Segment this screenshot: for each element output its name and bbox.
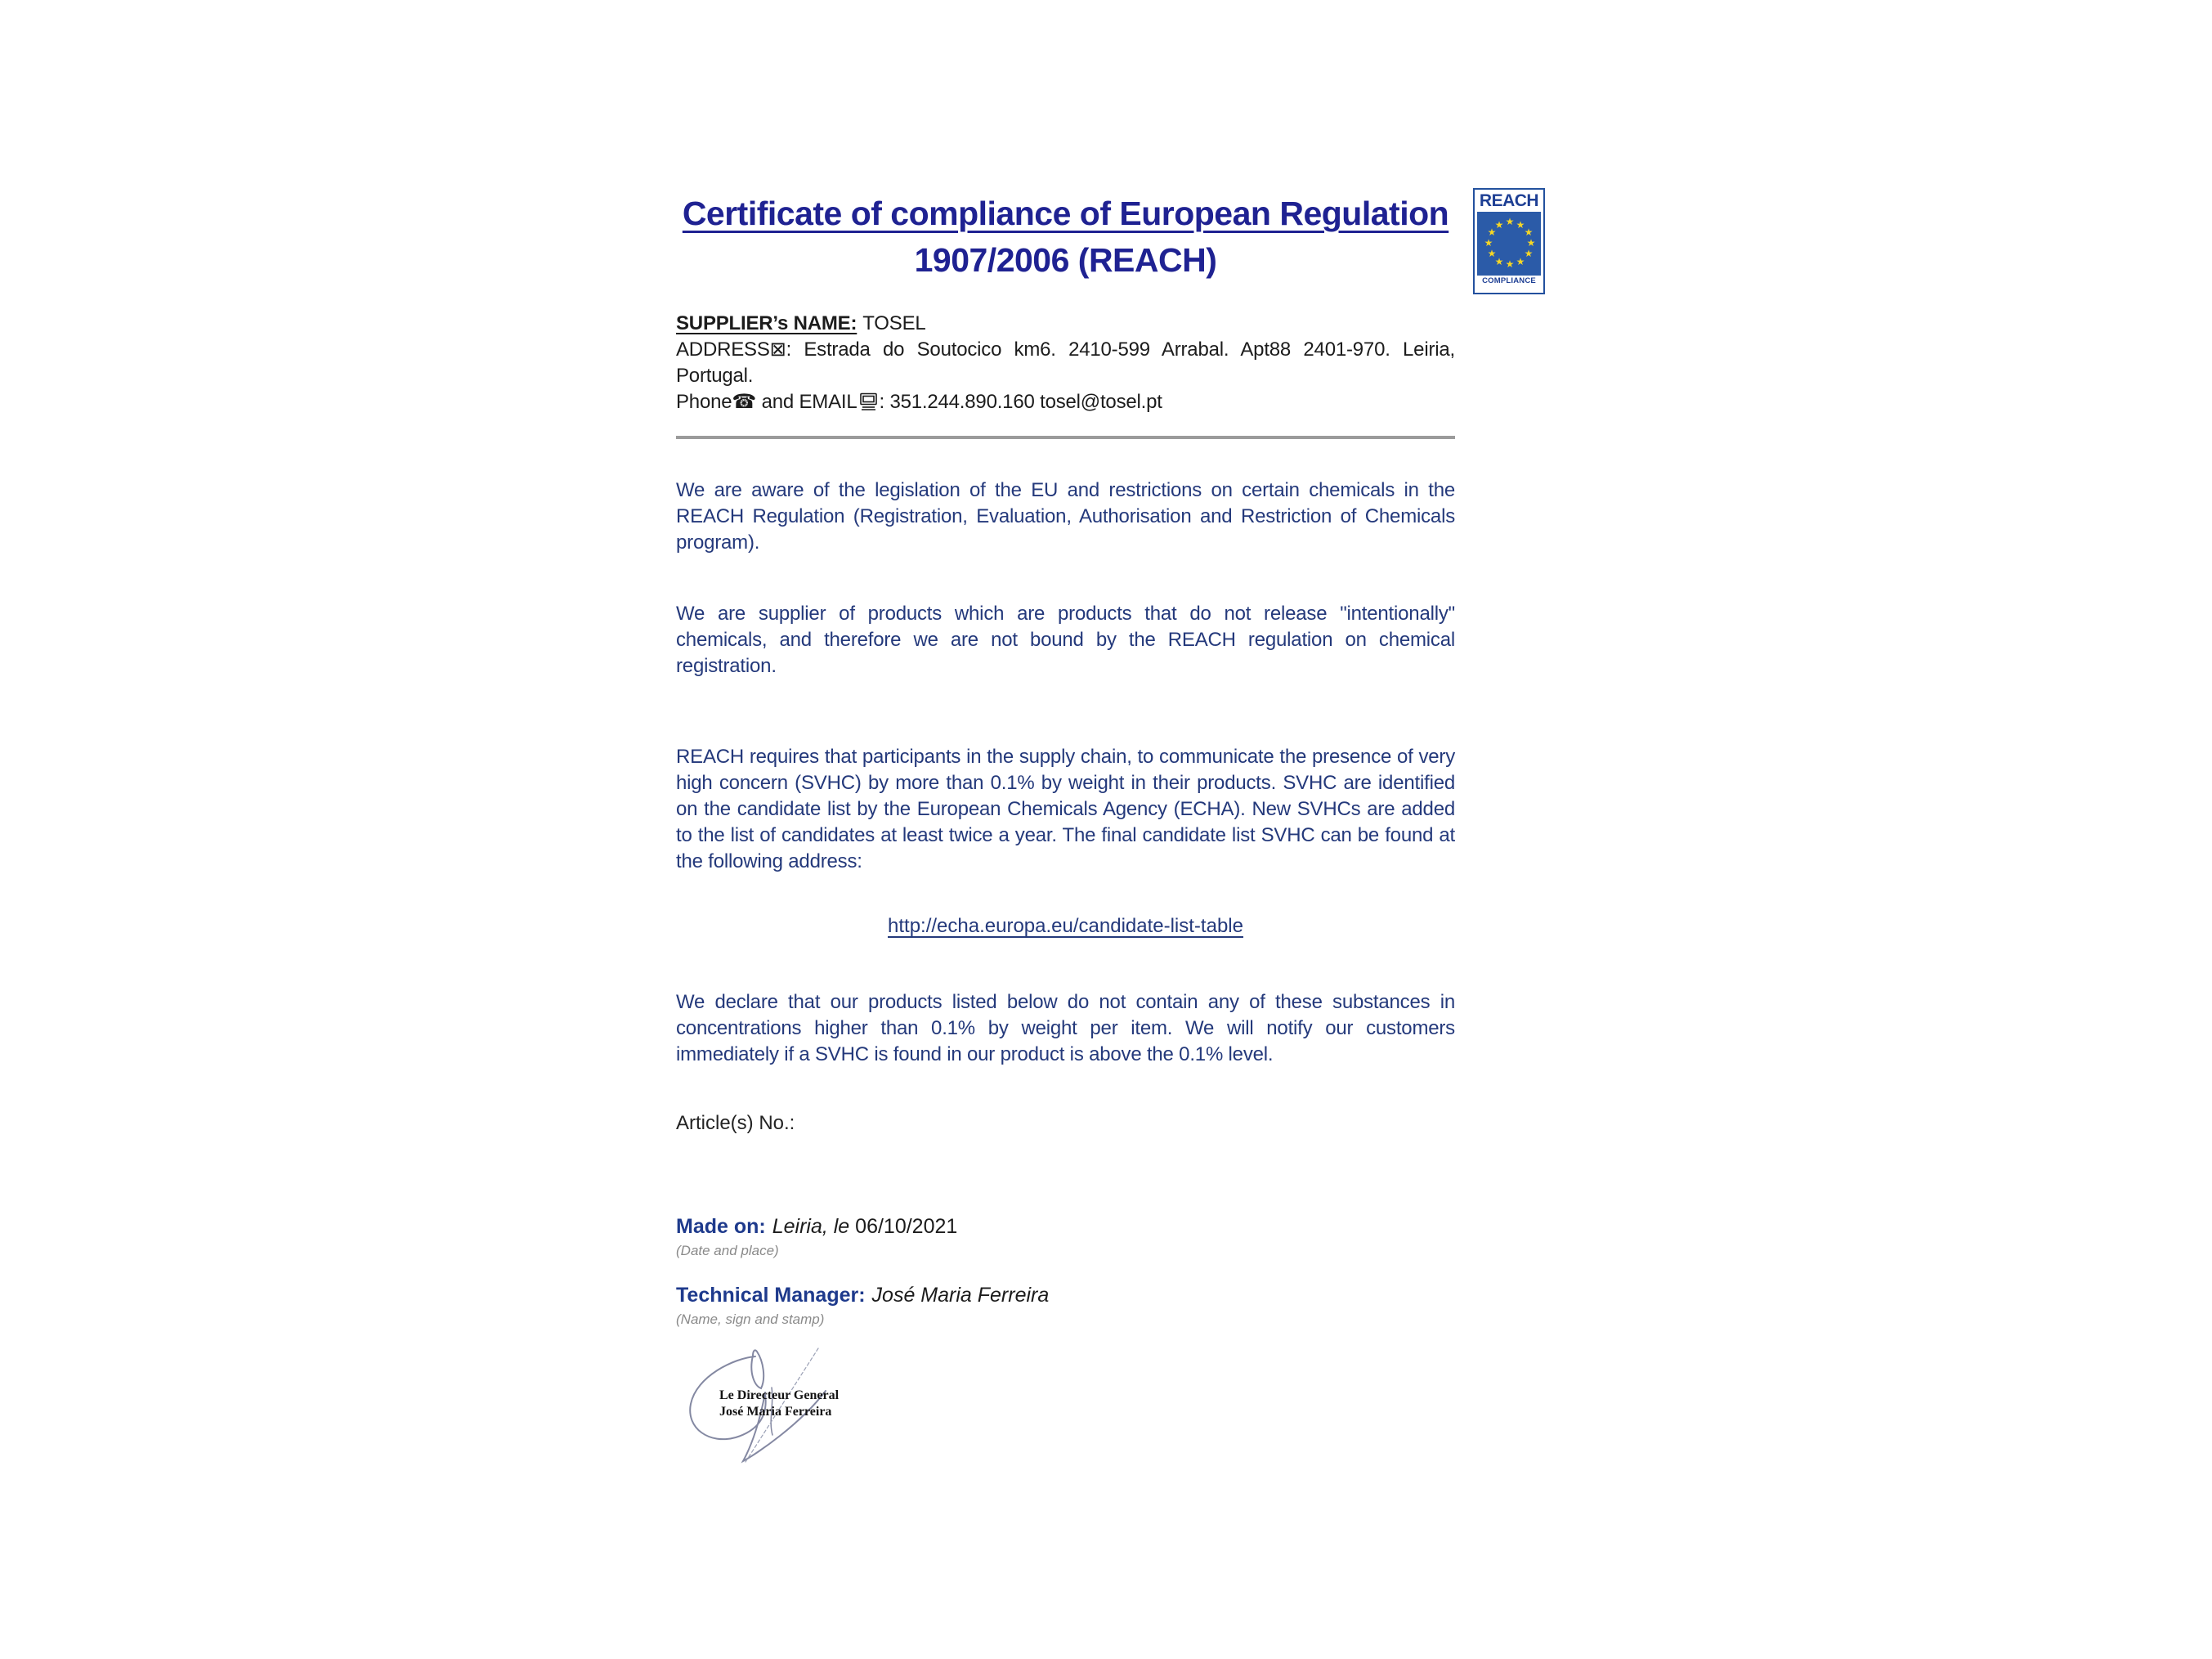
supplier-name-label: SUPPLIER’s NAME: [676,312,857,334]
supplier-name-value: TOSEL [862,312,926,334]
technical-manager-label: Technical Manager: [676,1284,866,1307]
made-on-line [676,1215,1455,1239]
reach-compliance-logo [1473,188,1545,294]
eu-stars-field [1477,212,1541,276]
made-on-date: 06/10/2021 [855,1215,958,1238]
signature-text [719,1388,839,1420]
paragraph-svhc-requirements: REACH requires that participants in the supply chain, to communicate the presence of very high concern (SVHC) by more than 0.1% by weight in their products. SVHC are identified on the candidate list by the European Chemicals Agency (ECHA). New SVHCs are added to the list of candidates at least twice a year. The final candidate list SVHC can be found at the following address: [676,746,1455,872]
technical-manager-line [676,1284,1455,1307]
phone-label: Phone [676,391,732,413]
phone-icon: ☎ [732,391,757,413]
logo-reach-label: REACH [1479,191,1539,210]
eu-star-icon: ★ [1505,216,1515,227]
title-line-2: 1907/2006 (REACH) [914,241,1217,279]
eu-star-icon: ★ [1487,248,1497,259]
supplier-name-line [676,311,1455,337]
document-title [676,195,1455,279]
date-place-caption: (Date and place) [676,1243,779,1258]
eu-star-icon: ★ [1516,256,1525,267]
technical-manager-name: José Maria Ferreira [871,1284,1050,1307]
article-number-label: Article(s) No.: [676,1112,795,1134]
email-label: and EMAIL [756,391,857,413]
computer-icon [858,392,879,411]
content-column [676,0,1455,1328]
eu-star-icon: ★ [1505,258,1515,270]
eu-star-icon: ★ [1516,219,1525,231]
logo-compliance-label: COMPLIANCE [1482,276,1536,285]
horizontal-rule [676,436,1455,439]
signature-scribble-icon [677,1345,906,1521]
eu-star-icon: ★ [1524,248,1534,259]
supplier-block [676,311,1455,415]
made-on-label: Made on: [676,1215,766,1238]
eu-star-icon: ★ [1526,237,1536,249]
title-line-1: Certificate of compliance of European Regulation [682,195,1449,232]
eu-star-icon: ★ [1487,226,1497,238]
envelope-icon: ⊠ [769,339,786,361]
eu-star-icon: ★ [1494,256,1504,267]
contact-value: : 351.244.890.160 tosel@tosel.pt [879,391,1162,413]
name-sign-stamp-caption: (Name, sign and stamp) [676,1312,825,1327]
signature-title: Le Directeur General [719,1388,840,1402]
signature-name: José Maria Ferreira [719,1405,832,1419]
address-value: : Estrada do Soutocico km6. 2410-599 Arrabal. Apt88 2401-970. Leiria, Portugal. [676,339,1455,387]
candidate-list-link-line [676,915,1455,938]
supplier-address-line [676,337,1455,389]
eu-star-icon: ★ [1484,237,1493,249]
made-on-place: Leiria, le [772,1215,856,1238]
signature-block [677,1345,906,1521]
paragraph-declaration: We declare that our products listed below do not contain any of these substances in concentrations higher than 0.1% by weight per item. We will notify our customers immediately if a SVHC is found in our product is above the 0.1% level. [676,991,1455,1065]
address-label: ADDRESS [676,339,770,361]
paragraph-awareness: We are aware of the legislation of the EU and restrictions on certain chemicals in the REACH Regulation (Registration, Evaluation, Authorisation and Restriction of Chemicals program). [676,479,1455,554]
candidate-list-link[interactable]: http://echa.europa.eu/candidate-list-table [888,915,1243,937]
supplier-contact-line [676,389,1455,415]
eu-star-icon: ★ [1524,226,1534,238]
paragraph-supplier-statement: We are supplier of products which are products that do not release "intentionally" chemicals, and therefore we are not bound by the REACH regulation on chemical registration. [676,603,1455,677]
eu-star-icon: ★ [1494,219,1504,231]
